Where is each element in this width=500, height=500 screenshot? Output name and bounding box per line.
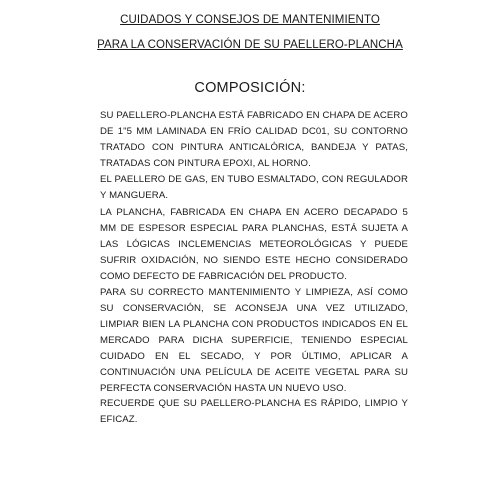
paragraph-maintenance: PARA SU CORRECTO MANTENIMIENTO Y LIMPIEZA, ASÍ COMO SU CONSERVACIÓN, SE ACONSEJA UNA VEZ UTILIZADO, LIMPIAR BIEN LA PLANCHA CON PRODUCTOS INDICADOS EN EL MERCADO PARA DICHA SUPERFICIE, TENIENDO ESPECIAL CUIDADO EN EL SECADO, Y POR ÚLTIMO, APLICAR A CONTINUACIÓN UNA PELÍCULA DE ACEITE VEGETAL PARA SU PERFECTA CONSERVACIÓN HASTA UN NUEVO USO. [100,287,408,394]
document-title-line-1: CUIDADOS Y CONSEJOS DE MANTENIMIENTO [120,14,380,26]
paragraph-composition: SU PAELLERO-PLANCHA ESTÁ FABRICADO EN CHAPA DE ACERO DE 1"5 MM LAMINADA EN FRÍO CALIDAD DC01, SU CONTORNO TRATADO CON PINTURA ANTICALÓRICA, BANDEJA Y PATAS, TRATADAS CON PINTURA EPOXI, AL HORNO. [100,110,408,169]
paragraph-gas-burner: EL PAELLERO DE GAS, EN TUBO ESMALTADO, CON REGULADOR Y MANGUERA. [100,174,408,201]
document-title-line-2: PARA LA CONSERVACIÓN DE SU PAELLERO-PLANCHA [97,39,403,51]
section-title-composicion: COMPOSICIÓN: [194,80,306,96]
paragraph-reminder: RECUERDE QUE SU PAELLERO-PLANCHA ES RÁPIDO, LIMPIO Y EFICAZ. [100,398,408,425]
paragraph-plate: LA PLANCHA, FABRICADA EN CHAPA EN ACERO DECAPADO 5 MM DE ESPESOR ESPECIAL PARA PLANCHAS, ESTÁ SUJETA A LAS LÓGICAS INCLEMENCIAS METEOROLÓGICAS Y PUEDE SUFRIR OXIDACIÓN, NO SIENDO ESTE HECHO CONSIDERADO COMO DEFECTO DE FABRICACIÓN DEL PRODUCTO. [100,207,408,282]
